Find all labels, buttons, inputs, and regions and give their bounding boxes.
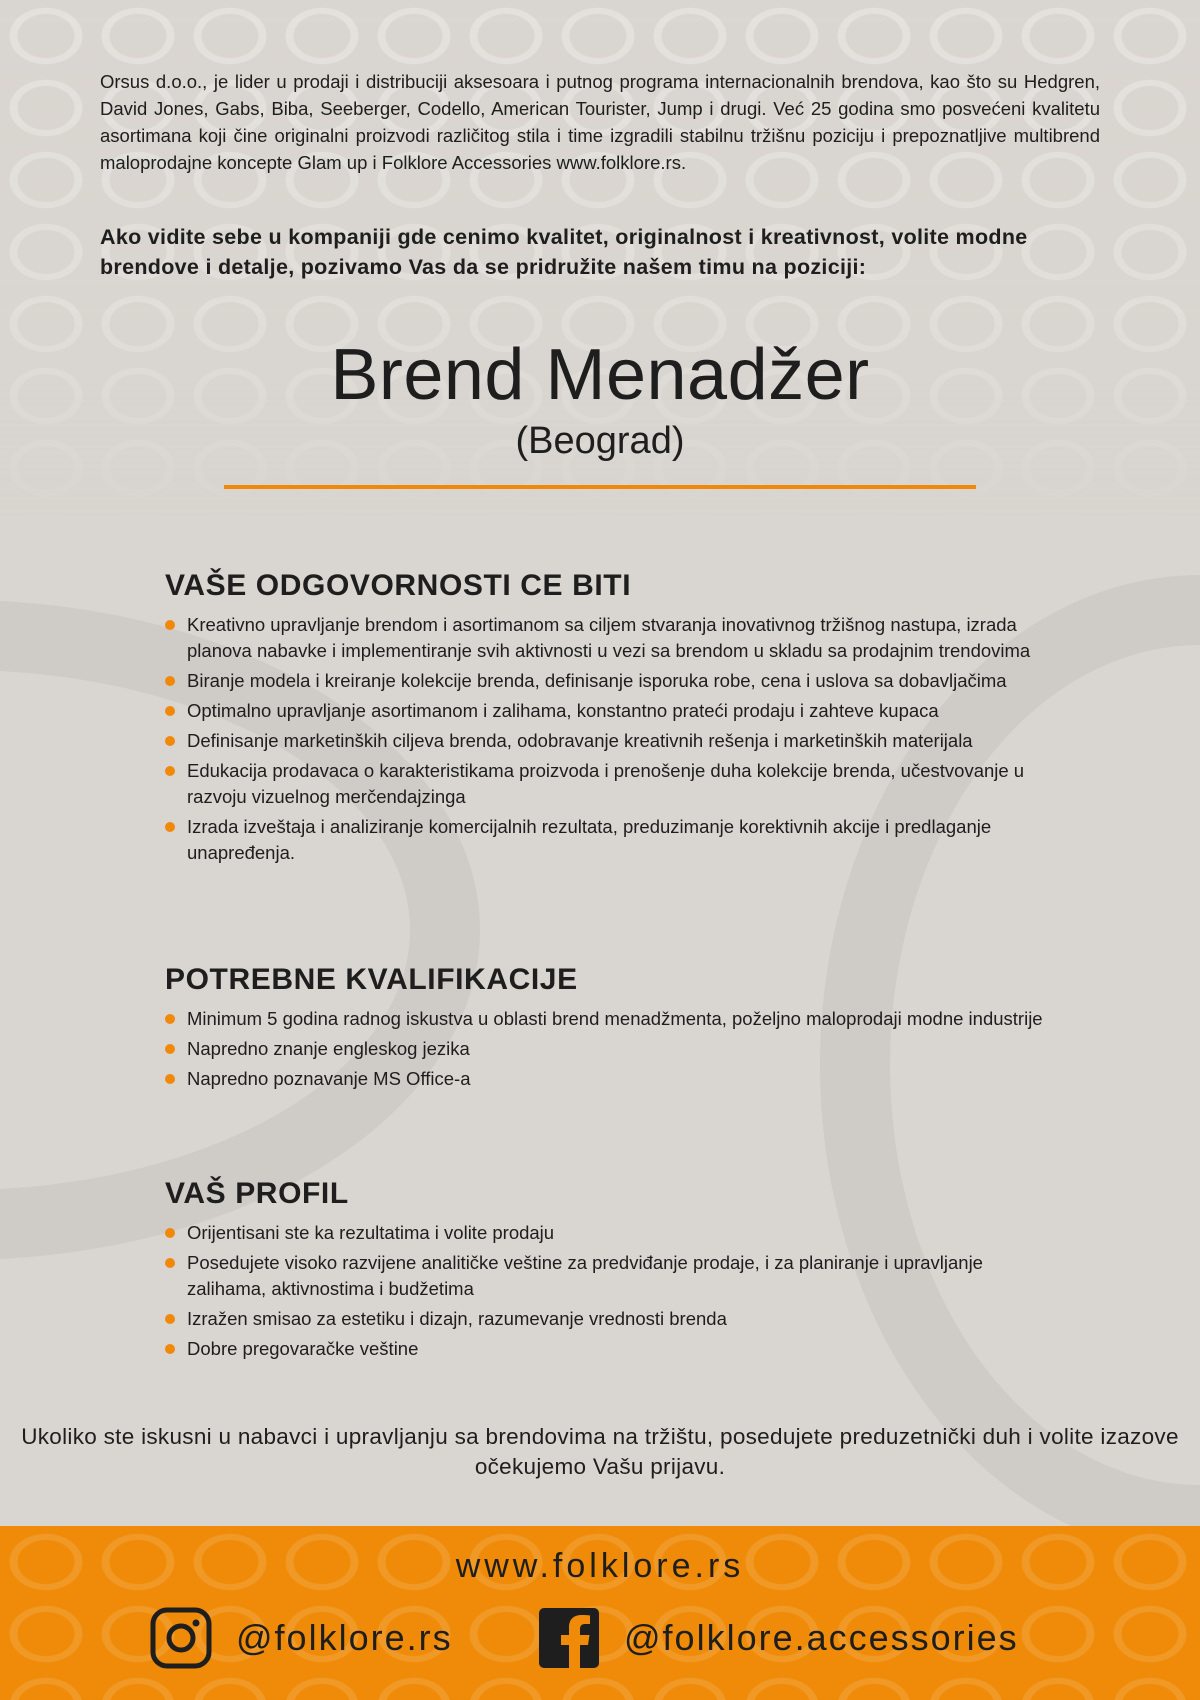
bullet-icon — [165, 706, 175, 716]
section-heading: VAŠE ODGOVORNOSTI CE BITI — [165, 569, 632, 602]
company-intro: Orsus d.o.o., je lider u prodaji i distribuciji aksesoara i putnog programa internacionalnih brendova, kao što su Hedgren, David Jones, Gabs, Biba, Seeberger, Codello, American Tourister, Jump i drugi. Već 25 godina smo posvećeni kvalitetu asortimana koji čine originalni proizvodi različitog stila i time izgradili stabilnu tržišnu poziciju i prepoznatljive multibrend maloprodajne koncepte Glam up i Folklore Accessories www.folklore.rs. — [100, 71, 1100, 173]
closing-text: Ukoliko ste iskusni u nabavci i upravljanju sa brendovima na tržištu, posedujete preduzetnički duh i volite izazove očekujemo Vašu prijavu. — [21, 1424, 1179, 1479]
list-item: Edukacija prodavaca o karakteristikama proizvoda i prenošenje duha kolekcije brenda, učestvovanje u razvoju vizuelnog merčendajzinga — [165, 758, 1065, 810]
list-item: Napredno znanje engleskog jezika — [165, 1036, 1065, 1062]
bullet-icon — [165, 1074, 175, 1084]
facebook-handle: @folklore.accessories — [624, 1617, 1019, 1658]
list-item: Dobre pregovaračke veštine — [165, 1336, 1065, 1362]
footer — [0, 1526, 1200, 1700]
bullet-icon — [165, 1014, 175, 1024]
instagram-link[interactable] — [150, 1606, 453, 1670]
website-link[interactable]: www.folklore.rs — [455, 1547, 745, 1585]
bullet-icon — [165, 1344, 175, 1354]
bullet-icon — [165, 676, 175, 686]
bullet-icon — [165, 1314, 175, 1324]
call-to-join: Ako vidite sebe u kompaniji gde cenimo kvalitet, originalnost i kreativnost, volite modne brendove i detalje, pozivamo Vas da se pridružite našem timu na poziciji: — [100, 225, 1028, 279]
instagram-icon — [150, 1607, 212, 1669]
facebook-icon — [538, 1607, 600, 1669]
facebook-link[interactable] — [538, 1606, 1019, 1670]
bullet-icon — [165, 736, 175, 746]
list-item: Definisanje marketinških ciljeva brenda, odobravanje kreativnih rešenja i marketinških materijala — [165, 728, 1065, 754]
list-item: Izražen smisao za estetiku i dizajn, razumevanje vrednosti brenda — [165, 1306, 1065, 1332]
title-divider — [224, 485, 976, 489]
responsibilities-section — [165, 568, 1065, 870]
profile-section — [165, 1176, 1065, 1366]
section-heading: VAŠ PROFIL — [165, 1177, 349, 1210]
list-item: Napredno poznavanje MS Office-a — [165, 1066, 1065, 1092]
list-item: Minimum 5 godina radnog iskustva u oblasti brend menadžmenta, poželjno maloprodaji modne industrije — [165, 1006, 1065, 1032]
bullet-icon — [165, 620, 175, 630]
section-heading: POTREBNE KVALIFIKACIJE — [165, 963, 578, 996]
job-title: Brend Menadžer — [330, 335, 870, 415]
bullet-icon — [165, 1228, 175, 1238]
list-item: Posedujete visoko razvijene analitičke veštine za predviđanje prodaje, i za planiranje i upravljanje zalihama, aktivnostima i budžetima — [165, 1250, 1065, 1302]
instagram-handle: @folklore.rs — [236, 1617, 453, 1658]
job-location: (Beograd) — [515, 420, 685, 462]
list-item: Optimalno upravljanje asortimanom i zalihama, konstantno prateći prodaju i zahteve kupaca — [165, 698, 1065, 724]
bullet-icon — [165, 822, 175, 832]
bullet-icon — [165, 766, 175, 776]
bullet-icon — [165, 1258, 175, 1268]
list-item: Izrada izveštaja i analiziranje komercijalnih rezultata, preduzimanje korektivnih akcije i predlaganje unapređenja. — [165, 814, 1065, 866]
list-item: Kreativno upravljanje brendom i asortimanom sa ciljem stvaranja inovativnog tržišnog nastupa, izrada planova nabavke i implementiranje svih aktivnosti u vezi sa brendom u skladu sa prodajnim trendovima — [165, 612, 1065, 664]
list-item: Biranje modela i kreiranje kolekcije brenda, definisanje isporuka robe, cena i uslova sa dobavljačima — [165, 668, 1065, 694]
bullet-icon — [165, 1044, 175, 1054]
list-item: Orijentisani ste ka rezultatima i volite prodaju — [165, 1220, 1065, 1246]
qualifications-section — [165, 962, 1065, 1096]
